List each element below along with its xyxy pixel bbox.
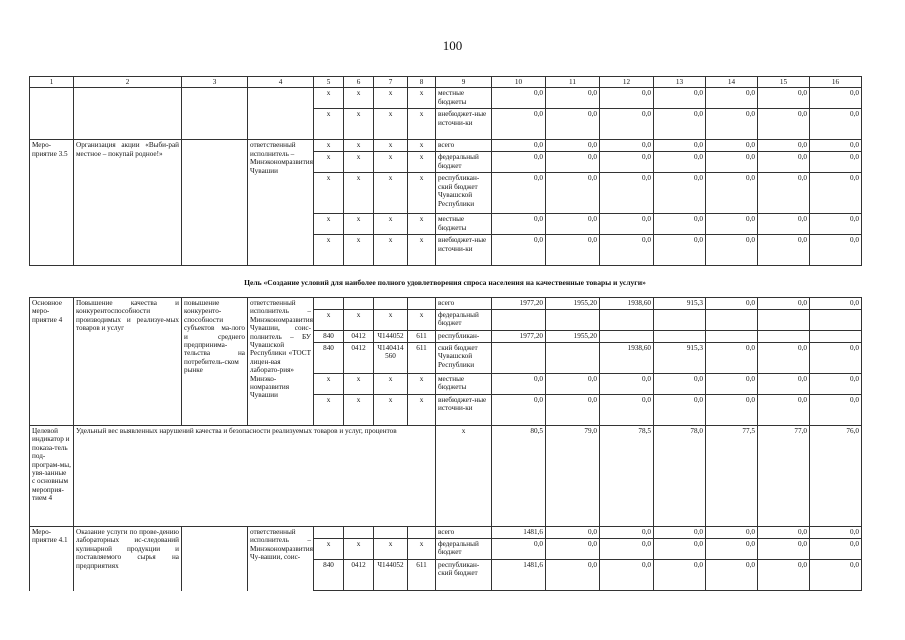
amount-cell: 0,0 — [600, 214, 654, 235]
amount-cell — [600, 331, 654, 343]
amount-cell: 0,0 — [546, 235, 600, 266]
indicator-value-cell: 79,0 — [546, 426, 600, 527]
budget-code-cell: х — [344, 374, 374, 395]
amount-cell: 0,0 — [706, 140, 758, 152]
amount-cell — [758, 331, 810, 343]
budget-code-cell — [344, 298, 374, 310]
amount-cell: 0,0 — [810, 173, 862, 214]
amount-cell: 0,0 — [758, 298, 810, 310]
budget-code-cell: х — [344, 173, 374, 214]
target-cell — [182, 140, 248, 266]
budget-code-cell: х — [408, 539, 436, 560]
amount-cell: 0,0 — [758, 88, 810, 109]
budget-code-cell: х — [314, 173, 344, 214]
table-row — [30, 77, 862, 88]
amount-cell: 0,0 — [600, 109, 654, 140]
amount-cell: 0,0 — [810, 140, 862, 152]
funding-source-cell: федеральный бюджет — [436, 539, 492, 560]
amount-cell: 0,0 — [758, 152, 810, 173]
amount-cell: 0,0 — [492, 214, 546, 235]
amount-cell — [654, 331, 706, 343]
executor-cell — [248, 88, 314, 140]
funding-source-cell: всего — [436, 527, 492, 539]
funding-source-cell: местные бюджеты — [436, 214, 492, 235]
amount-cell: 0,0 — [706, 109, 758, 140]
funding-source-cell: республикан- — [436, 331, 492, 343]
table-row — [30, 426, 862, 527]
amount-cell: 0,0 — [654, 88, 706, 109]
amount-cell — [546, 343, 600, 374]
header-cell: 7 — [374, 77, 408, 88]
amount-cell: 0,0 — [654, 374, 706, 395]
amount-cell: 0,0 — [600, 140, 654, 152]
header-cell: 16 — [810, 77, 862, 88]
budget-code-cell: 611 — [408, 560, 436, 591]
budget-code-cell: х — [344, 539, 374, 560]
budget-code-cell: х — [344, 214, 374, 235]
budget-code-cell: х — [374, 374, 408, 395]
budget-table-bottom — [29, 297, 862, 591]
budget-code-cell: х — [408, 140, 436, 152]
amount-cell: 0,0 — [654, 140, 706, 152]
budget-code-cell: 0412 — [344, 560, 374, 591]
amount-cell: 0,0 — [600, 235, 654, 266]
header-cell: 15 — [758, 77, 810, 88]
budget-code-cell: х — [314, 539, 344, 560]
budget-code-cell: х — [344, 310, 374, 331]
budget-code-cell: х — [344, 235, 374, 266]
budget-code-cell — [408, 527, 436, 539]
name-cell — [74, 88, 182, 140]
budget-code-cell — [408, 298, 436, 310]
budget-code-cell: Ч144052 — [374, 560, 408, 591]
table-row — [30, 88, 862, 109]
amount-cell — [706, 310, 758, 331]
amount-cell: 0,0 — [758, 374, 810, 395]
amount-cell: 0,0 — [600, 152, 654, 173]
amount-cell: 1955,20 — [546, 298, 600, 310]
budget-code-cell: х — [314, 152, 344, 173]
amount-cell: 0,0 — [492, 235, 546, 266]
budget-code-cell: 0412 — [344, 331, 374, 343]
budget-code-cell: х — [408, 395, 436, 426]
amount-cell: 0,0 — [546, 539, 600, 560]
amount-cell: 0,0 — [654, 214, 706, 235]
amount-cell — [654, 310, 706, 331]
target-cell: повышение конкуренто-способности субъектов ма-лого и среднего предпринима-тельства на потребитель-ском рынке — [182, 298, 248, 426]
amount-cell: 1977,20 — [492, 331, 546, 343]
budget-code-cell — [344, 527, 374, 539]
budget-code-cell: х — [314, 310, 344, 331]
amount-cell: 0,0 — [546, 560, 600, 591]
indicator-value-cell: 80,5 — [492, 426, 546, 527]
amount-cell: 0,0 — [706, 214, 758, 235]
budget-code-cell: х — [314, 395, 344, 426]
budget-code-cell: х — [314, 88, 344, 109]
amount-cell: 915,3 — [654, 298, 706, 310]
amount-cell: 0,0 — [492, 152, 546, 173]
amount-cell: 0,0 — [654, 395, 706, 426]
budget-code-cell: 840 — [314, 560, 344, 591]
amount-cell: 0,0 — [600, 374, 654, 395]
amount-cell: 0,0 — [758, 539, 810, 560]
amount-cell: 0,0 — [758, 214, 810, 235]
amount-cell: 0,0 — [706, 395, 758, 426]
header-cell: 13 — [654, 77, 706, 88]
amount-cell — [492, 310, 546, 331]
budget-code-cell: х — [344, 395, 374, 426]
budget-code-cell: х — [314, 109, 344, 140]
budget-code-cell — [314, 298, 344, 310]
amount-cell: 0,0 — [546, 140, 600, 152]
amount-cell: 0,0 — [810, 560, 862, 591]
budget-code-cell: х — [344, 109, 374, 140]
amount-cell: 0,0 — [706, 235, 758, 266]
budget-code-cell — [374, 527, 408, 539]
header-cell: 1 — [30, 77, 74, 88]
amount-cell: 0,0 — [810, 343, 862, 374]
status-cell: Основное меро-приятие 4 — [30, 298, 74, 426]
amount-cell: 0,0 — [810, 527, 862, 539]
budget-code-cell: х — [408, 310, 436, 331]
budget-code-cell: х — [408, 235, 436, 266]
amount-cell: 1938,60 — [600, 343, 654, 374]
header-cell: 12 — [600, 77, 654, 88]
name-cell: Повышение качества и конкурентоспособности производимых и реализуе-мых товаров и услуг — [74, 298, 182, 426]
budget-code-cell: Ч140414 560 — [374, 343, 408, 374]
budget-code-cell: х — [408, 152, 436, 173]
table-row — [30, 298, 862, 310]
header-cell: 6 — [344, 77, 374, 88]
funding-source-cell: внебюджет-ные источни-ки — [436, 235, 492, 266]
funding-source-cell: всего — [436, 298, 492, 310]
header-cell: 11 — [546, 77, 600, 88]
amount-cell: 0,0 — [546, 395, 600, 426]
amount-cell: 0,0 — [706, 539, 758, 560]
header-cell: 9 — [436, 77, 492, 88]
table-row — [30, 527, 862, 539]
table-row — [30, 140, 862, 152]
budget-code-cell: 840 — [314, 343, 344, 374]
amount-cell: 0,0 — [706, 152, 758, 173]
amount-cell: 0,0 — [654, 539, 706, 560]
amount-cell: 0,0 — [758, 140, 810, 152]
amount-cell: 0,0 — [706, 298, 758, 310]
status-cell: Меро-приятие 3.5 — [30, 140, 74, 266]
amount-cell: 0,0 — [654, 109, 706, 140]
funding-source-cell: внебюджет-ные источни-ки — [436, 109, 492, 140]
amount-cell: 0,0 — [654, 173, 706, 214]
budget-code-cell: х — [408, 88, 436, 109]
amount-cell: 1955,20 — [546, 331, 600, 343]
indicator-value-cell: 78,5 — [600, 426, 654, 527]
indicator-status-cell: Целевой индикатор и показа-тель под-програм-мы, увя-занные с основным мероприя-тием 4 — [30, 426, 74, 527]
amount-cell: 0,0 — [706, 560, 758, 591]
amount-cell: 0,0 — [492, 374, 546, 395]
amount-cell: 0,0 — [492, 395, 546, 426]
amount-cell: 915,3 — [654, 343, 706, 374]
budget-code-cell: х — [314, 374, 344, 395]
target-cell — [182, 88, 248, 140]
amount-cell: 0,0 — [758, 235, 810, 266]
amount-cell: 1481,6 — [492, 560, 546, 591]
executor-cell: ответственный исполнитель – Минэкономразвития Чувашии, соис-полнитель – БУ Чувашской Республики «ТОСТ лицен-вая лаборато-рия» Минэко-номразвития Чувашии — [248, 298, 314, 426]
amount-cell: 0,0 — [706, 173, 758, 214]
budget-code-cell: 611 — [408, 343, 436, 374]
status-cell — [30, 88, 74, 140]
indicator-value-cell: 76,0 — [810, 426, 862, 527]
amount-cell: 0,0 — [600, 88, 654, 109]
amount-cell: 0,0 — [600, 539, 654, 560]
header-cell: 5 — [314, 77, 344, 88]
budget-code-cell — [374, 298, 408, 310]
funding-source-cell: федеральный бюджет — [436, 152, 492, 173]
amount-cell: 0,0 — [546, 173, 600, 214]
amount-cell — [810, 310, 862, 331]
indicator-text-cell: Удельный вес выявленных нарушений качества и безопасности реализуемых товаров и услуг, процентов — [74, 426, 436, 527]
header-cell: 3 — [182, 77, 248, 88]
indicator-value-cell: 78,0 — [654, 426, 706, 527]
amount-cell: 0,0 — [706, 343, 758, 374]
amount-cell: 0,0 — [810, 374, 862, 395]
amount-cell: 0,0 — [546, 527, 600, 539]
amount-cell: 0,0 — [546, 374, 600, 395]
budget-code-cell: х — [344, 140, 374, 152]
budget-code-cell: Ч144052 — [374, 331, 408, 343]
amount-cell: 0,0 — [654, 235, 706, 266]
amount-cell: 0,0 — [758, 527, 810, 539]
name-cell: Организация акции «Выби-рай местное – покупай родное!» — [74, 140, 182, 266]
budget-code-cell: х — [374, 88, 408, 109]
budget-code-cell: х — [374, 109, 408, 140]
amount-cell — [706, 331, 758, 343]
amount-cell: 0,0 — [546, 152, 600, 173]
amount-cell: 0,0 — [546, 109, 600, 140]
amount-cell: 0,0 — [492, 140, 546, 152]
funding-source-cell: республикан-ский бюджет Чувашской Республики — [436, 173, 492, 214]
header-cell: 4 — [248, 77, 314, 88]
budget-code-cell: х — [314, 140, 344, 152]
amount-cell: 0,0 — [810, 214, 862, 235]
budget-code-cell: х — [374, 539, 408, 560]
budget-table-top — [29, 76, 862, 266]
amount-cell — [758, 310, 810, 331]
amount-cell: 0,0 — [492, 539, 546, 560]
amount-cell: 0,0 — [758, 343, 810, 374]
budget-code-cell: х — [374, 235, 408, 266]
funding-source-cell: местные бюджеты — [436, 88, 492, 109]
amount-cell — [492, 343, 546, 374]
name-cell: Оказание услуги по прове-дению лабораторных ис-следований кулинарной продукции и поставляемого сырья на предприятиях — [74, 527, 182, 591]
budget-code-cell: х — [314, 235, 344, 266]
budget-code-cell: х — [408, 173, 436, 214]
funding-source-cell: ский бюджет Чувашской Республики — [436, 343, 492, 374]
amount-cell: 0,0 — [758, 560, 810, 591]
amount-cell: 0,0 — [492, 109, 546, 140]
header-cell: 8 — [408, 77, 436, 88]
budget-code-cell: х — [374, 214, 408, 235]
amount-cell: 0,0 — [600, 527, 654, 539]
amount-cell: 0,0 — [600, 173, 654, 214]
funding-source-cell: федеральный бюджет — [436, 310, 492, 331]
amount-cell: 0,0 — [758, 395, 810, 426]
amount-cell: 1977,20 — [492, 298, 546, 310]
amount-cell: 0,0 — [810, 152, 862, 173]
budget-code-cell: 840 — [314, 331, 344, 343]
indicator-value-cell: 77,0 — [758, 426, 810, 527]
budget-code-cell: х — [408, 109, 436, 140]
amount-cell: 0,0 — [810, 88, 862, 109]
amount-cell: 0,0 — [546, 88, 600, 109]
amount-cell: 0,0 — [758, 109, 810, 140]
amount-cell — [546, 310, 600, 331]
amount-cell — [810, 331, 862, 343]
budget-code-cell: х — [314, 214, 344, 235]
header-cell: 10 — [492, 77, 546, 88]
amount-cell: 0,0 — [654, 152, 706, 173]
budget-code-cell: х — [374, 395, 408, 426]
amount-cell — [600, 310, 654, 331]
funding-source-cell: всего — [436, 140, 492, 152]
header-cell: 2 — [74, 77, 182, 88]
budget-code-cell: 0412 — [344, 343, 374, 374]
amount-cell: 0,0 — [810, 395, 862, 426]
page-number: 100 — [442, 38, 463, 53]
funding-source-cell: внебюджет-ные источни-ки — [436, 395, 492, 426]
amount-cell: 0,0 — [600, 395, 654, 426]
budget-code-cell: х — [374, 173, 408, 214]
amount-cell: 1481,6 — [492, 527, 546, 539]
funding-source-cell: местные бюджеты — [436, 374, 492, 395]
amount-cell: 0,0 — [810, 109, 862, 140]
budget-code-cell: х — [408, 214, 436, 235]
amount-cell: 0,0 — [492, 88, 546, 109]
target-cell — [182, 527, 248, 591]
amount-cell: 0,0 — [546, 214, 600, 235]
amount-cell: 0,0 — [810, 539, 862, 560]
header-cell: 14 — [706, 77, 758, 88]
amount-cell: 0,0 — [706, 88, 758, 109]
amount-cell: 0,0 — [758, 173, 810, 214]
budget-code-cell: х — [374, 152, 408, 173]
indicator-x-cell: х — [436, 426, 492, 527]
amount-cell: 0,0 — [706, 374, 758, 395]
amount-cell: 0,0 — [654, 527, 706, 539]
budget-code-cell: х — [344, 152, 374, 173]
indicator-value-cell: 77,5 — [706, 426, 758, 527]
executor-cell: ответственный исполнитель – Минэкономразвития Чу-вашии, соис- — [248, 527, 314, 591]
budget-code-cell: х — [344, 88, 374, 109]
goal-heading: Цель «Создание условий для наиболее полного удовлетворения спроса населения на качественные товары и услуги» — [244, 278, 646, 287]
amount-cell: 0,0 — [492, 173, 546, 214]
status-cell: Меро-приятие 4.1 — [30, 527, 74, 591]
amount-cell: 0,0 — [600, 560, 654, 591]
budget-code-cell: х — [408, 374, 436, 395]
funding-source-cell: республикан-ский бюджет — [436, 560, 492, 591]
amount-cell: 0,0 — [810, 298, 862, 310]
amount-cell: 0,0 — [810, 235, 862, 266]
executor-cell: ответственный исполнитель – Минэкономразвития Чувашии — [248, 140, 314, 266]
amount-cell: 1938,60 — [600, 298, 654, 310]
amount-cell: 0,0 — [706, 527, 758, 539]
budget-code-cell: х — [374, 310, 408, 331]
budget-code-cell — [314, 527, 344, 539]
amount-cell: 0,0 — [654, 560, 706, 591]
budget-code-cell: х — [374, 140, 408, 152]
budget-code-cell: 611 — [408, 331, 436, 343]
